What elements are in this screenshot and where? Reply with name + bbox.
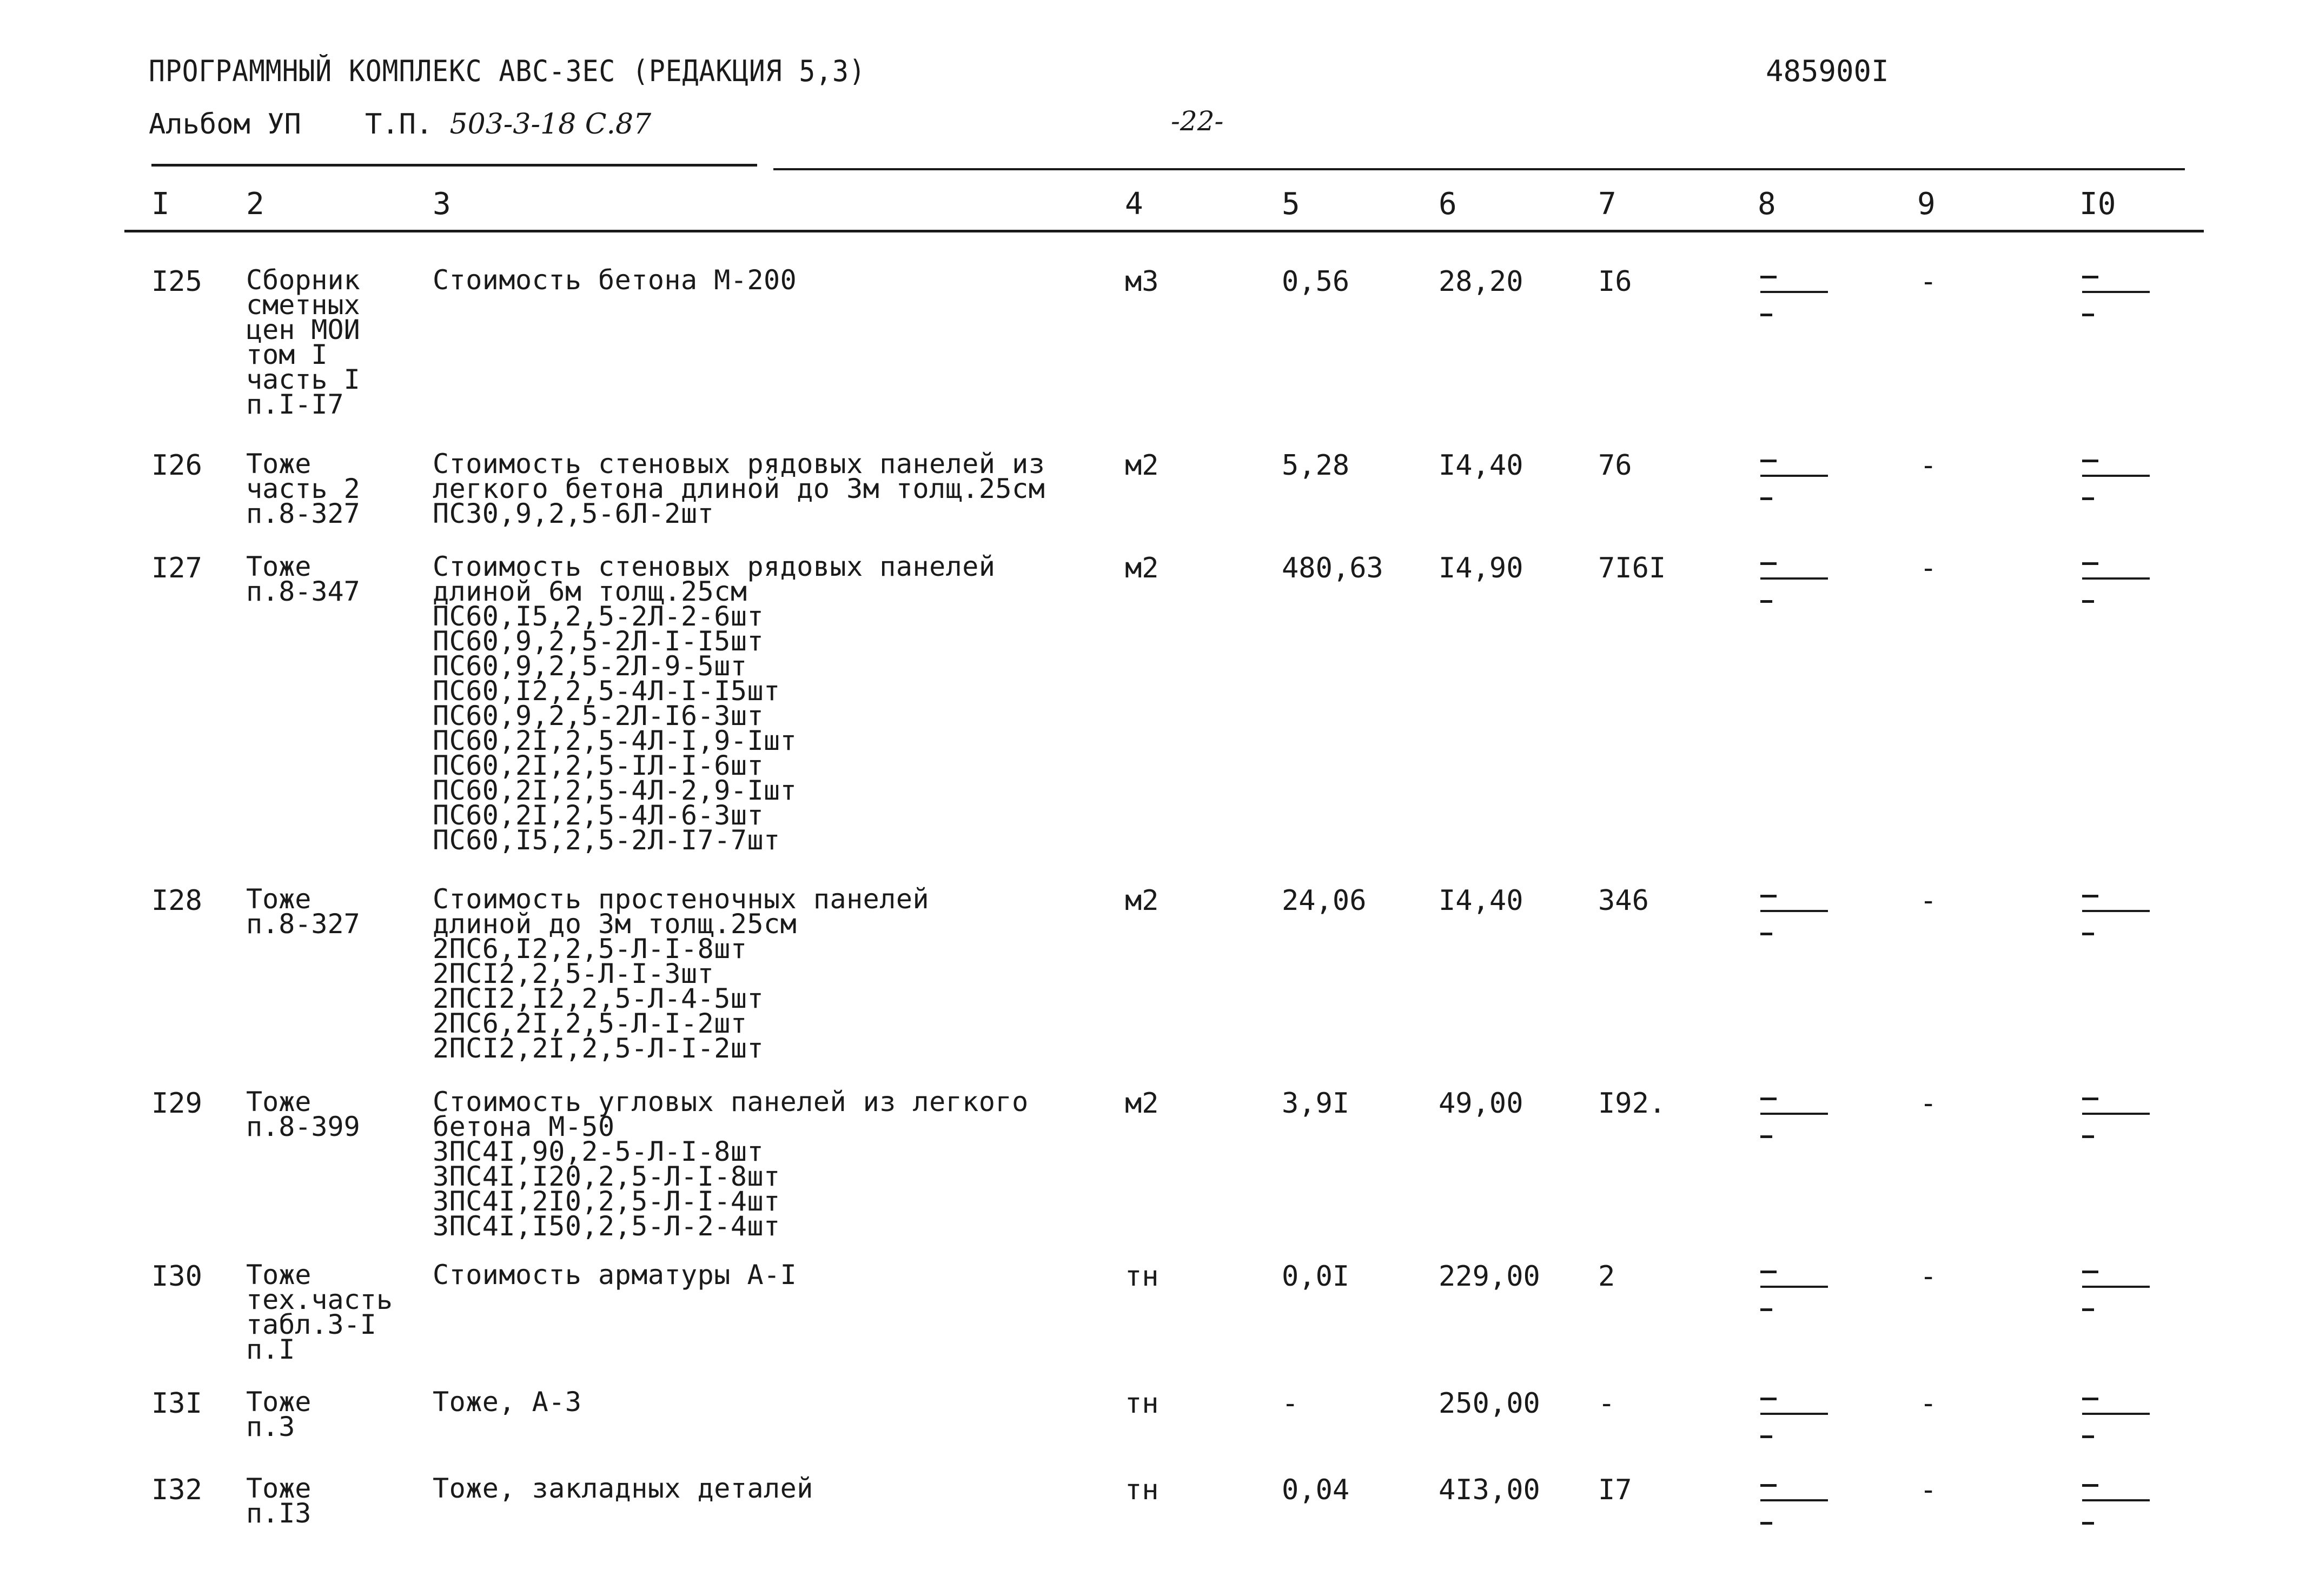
row-col9: - [1920, 552, 1937, 584]
row-description: Стоимость стеновых рядовых панелей длиной 6м толщ.25см ПС60,I5,2,5-2Л-2-6шт ПС60,9,2,5-2Л-I-I5шт ПС60,9,2,5-2Л-9-5шт ПС60,I2,2,5-4Л-I-I5шт ПС60,9,2,5-2Л-I6-3шт ПС60,2I,2,5-4Л-I,9-Iшт ПС60,2I,2,5-IЛ-I-6шт ПС60,2I,2,5-4Л-2,9-Iшт ПС60,2I,2,5-4Л-6-3шт ПС60,I5,2,5-2Л-I7-7шт [433, 551, 996, 856]
row-total: 2 [1598, 1260, 1615, 1293]
row-col10-dash [2082, 276, 2147, 319]
row-col8-dash [1760, 460, 1825, 503]
row-col8-dash [1760, 276, 1825, 319]
row-unit: тн [1125, 1387, 1159, 1420]
row-source: Тоже тех.часть табл.3-I п.I [246, 1259, 393, 1365]
row-quantity: 480,63 [1282, 552, 1383, 584]
row-source: Тоже п.I3 [246, 1473, 312, 1529]
row-number: I30 [151, 1260, 202, 1293]
row-col9: - [1920, 885, 1937, 917]
row-number: I27 [151, 552, 202, 584]
column-header-7: 7 [1598, 187, 1616, 222]
row-col10-dash [2082, 1398, 2147, 1441]
row-source: Тоже п.8-347 [246, 551, 360, 607]
row-unit: тн [1125, 1260, 1159, 1293]
row-unit: м2 [1125, 885, 1159, 917]
project-reference [365, 108, 651, 141]
row-unit: м2 [1125, 449, 1159, 482]
album-label: Альбом УП [149, 108, 301, 141]
column-header-6: 6 [1439, 187, 1457, 222]
page-number: -22- [1171, 105, 1224, 137]
row-col9: - [1920, 1087, 1937, 1120]
row-col9: - [1920, 265, 1937, 298]
project-reference-prefix: Т.П. [365, 108, 433, 141]
row-quantity: 3,9I [1282, 1087, 1350, 1120]
header-rule-right [773, 168, 2185, 170]
row-col8-dash [1760, 1484, 1825, 1527]
row-number: I25 [151, 265, 202, 298]
row-total: 346 [1598, 885, 1649, 917]
row-price: I4,40 [1439, 449, 1523, 482]
row-description: Стоимость арматуры А-I [433, 1259, 797, 1291]
row-total: I92. [1598, 1087, 1666, 1120]
column-header-5: 5 [1282, 187, 1300, 222]
row-price: I4,40 [1439, 885, 1523, 917]
row-price: 229,00 [1439, 1260, 1540, 1293]
row-source: Тоже п.8-327 [246, 883, 360, 940]
row-col9: - [1920, 1474, 1937, 1506]
row-quantity: 0,04 [1282, 1474, 1350, 1506]
row-col8-dash [1760, 1098, 1825, 1141]
row-col10-dash [2082, 1484, 2147, 1527]
row-price: I4,90 [1439, 552, 1523, 584]
header-rule-left [151, 164, 757, 167]
column-header-2: 2 [246, 187, 264, 222]
row-quantity: 0,56 [1282, 265, 1350, 298]
row-quantity: - [1282, 1387, 1299, 1420]
row-col10-dash [2082, 895, 2147, 938]
row-total: 7I6I [1598, 552, 1666, 584]
row-number: I28 [151, 885, 202, 917]
column-header-3: 3 [433, 187, 451, 222]
row-number: I3I [151, 1387, 202, 1420]
row-col9: - [1920, 1387, 1937, 1420]
document-number: 485900I [1766, 54, 1889, 88]
row-price: 4I3,00 [1439, 1474, 1540, 1506]
row-col10-dash [2082, 562, 2147, 606]
row-source: Тоже п.8-399 [246, 1086, 360, 1142]
project-reference-handwritten: 503-3-18 С.87 [449, 108, 652, 141]
row-col10-dash [2082, 1271, 2147, 1314]
row-unit: м3 [1125, 265, 1159, 298]
row-unit: м2 [1125, 1087, 1159, 1120]
row-description: Стоимость простеночных панелей длиной до 3м толщ.25см 2ПС6,I2,2,5-Л-I-8шт 2ПСI2,2,5-Л-I-3шт 2ПСI2,I2,2,5-Л-4-5шт 2ПС6,2I,2,5-Л-I-2шт 2ПСI2,2I,2,5-Л-I-2шт [433, 883, 930, 1064]
row-description: Стоимость угловых панелей из легкого бетона М-50 3ПС4I,90,2-5-Л-I-8шт 3ПС4I,I20,2,5-Л-I-8шт 3ПС4I,2I0,2,5-Л-I-4шт 3ПС4I,I50,2,5-Л-2-4шт [433, 1086, 1029, 1242]
row-number: I26 [151, 449, 202, 482]
row-price: 250,00 [1439, 1387, 1540, 1420]
program-title: ПРОГРАММНЫЙ КОМПЛЕКС АВС-ЗЕС (РЕДАКЦИЯ 5,3) [149, 54, 866, 88]
row-price: 28,20 [1439, 265, 1523, 298]
column-header-10: I0 [2079, 187, 2116, 222]
row-col10-dash [2082, 1098, 2147, 1141]
row-quantity: 5,28 [1282, 449, 1350, 482]
row-description: Стоимость стеновых рядовых панелей из легкого бетона длиной до 3м толщ.25см ПС30,9,2,5-6Л-2шт [433, 448, 1045, 529]
row-col9: - [1920, 1260, 1937, 1293]
row-col10-dash [2082, 460, 2147, 503]
row-total: 76 [1598, 449, 1632, 482]
row-unit: тн [1125, 1474, 1159, 1506]
row-quantity: 0,0I [1282, 1260, 1350, 1293]
row-col8-dash [1760, 895, 1825, 938]
row-source: Тоже часть 2 п.8-327 [246, 448, 360, 529]
row-source: Сборник сметных цен МОИ том I часть I п.I-I7 [246, 264, 360, 420]
column-header-8: 8 [1758, 187, 1776, 222]
row-price: 49,00 [1439, 1087, 1523, 1120]
row-total: I6 [1598, 265, 1632, 298]
row-number: I32 [151, 1474, 202, 1506]
column-header-1: I [151, 187, 170, 222]
row-col9: - [1920, 449, 1937, 482]
column-header-rule [124, 230, 2204, 232]
row-description: Стоимость бетона М-200 [433, 264, 797, 296]
row-col8-dash [1760, 562, 1825, 606]
row-source: Тоже п.3 [246, 1386, 312, 1442]
row-number: I29 [151, 1087, 202, 1120]
column-header-9: 9 [1917, 187, 1936, 222]
column-header-4: 4 [1125, 187, 1143, 222]
row-quantity: 24,06 [1282, 885, 1367, 917]
row-description: Тоже, А-3 [433, 1386, 582, 1418]
row-total: - [1598, 1387, 1615, 1420]
row-total: I7 [1598, 1474, 1632, 1506]
row-col8-dash [1760, 1271, 1825, 1314]
row-description: Тоже, закладных деталей [433, 1473, 813, 1504]
row-unit: м2 [1125, 552, 1159, 584]
row-col8-dash [1760, 1398, 1825, 1441]
